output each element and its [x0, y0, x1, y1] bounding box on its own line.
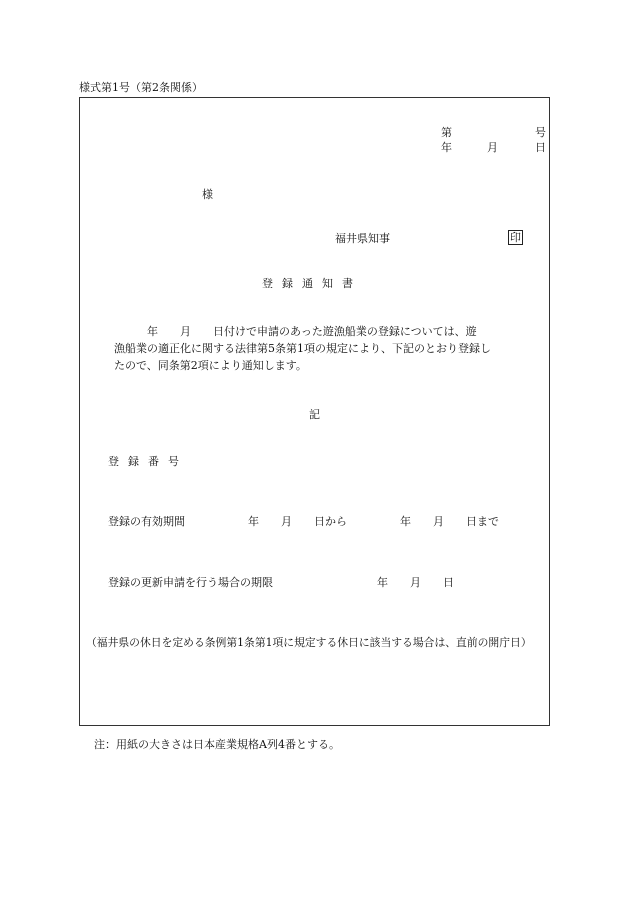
number-suffix: 号 — [535, 126, 546, 139]
validity-from: 年 月 日から — [248, 515, 347, 528]
date-year: 年 — [441, 141, 452, 154]
body-line: 年 月 日付けで申請のあった遊漁船業の登録については、遊 — [114, 325, 477, 338]
form-label: 様式第1号（第2条関係） — [79, 81, 203, 94]
document-title: 登録通知書 — [262, 277, 362, 290]
body-line: たので、同条第2項により通知します。 — [114, 359, 307, 372]
validity-to: 年 月 日まで — [400, 515, 499, 528]
body-paragraph — [114, 323, 524, 374]
issuer-name: 福井県知事 — [335, 232, 390, 245]
renewal-label: 登録の更新申請を行う場合の期限 — [108, 576, 273, 589]
addressee-suffix: 様 — [202, 188, 213, 201]
validity-label: 登録の有効期間 — [108, 515, 185, 528]
renewal-date: 年 月 日 — [377, 576, 454, 589]
holiday-note: （福井県の休日を定める条例第1条第1項に規定する休日に該当する場合は、直前の開庁日） — [86, 636, 532, 649]
date-month: 月 — [487, 141, 498, 154]
ki-marker: 記 — [309, 408, 320, 421]
date-day: 日 — [535, 141, 546, 154]
seal-mark: 印 — [510, 231, 521, 244]
body-line: 漁船業の適正化に関する法律第5条第1項の規定により、下記のとおり登録し — [114, 342, 491, 355]
footer-note: 注：用紙の大きさは日本産業規格A列4番とする。 — [94, 738, 340, 751]
registration-number-label: 登録番号 — [108, 455, 188, 468]
number-prefix: 第 — [441, 126, 452, 139]
